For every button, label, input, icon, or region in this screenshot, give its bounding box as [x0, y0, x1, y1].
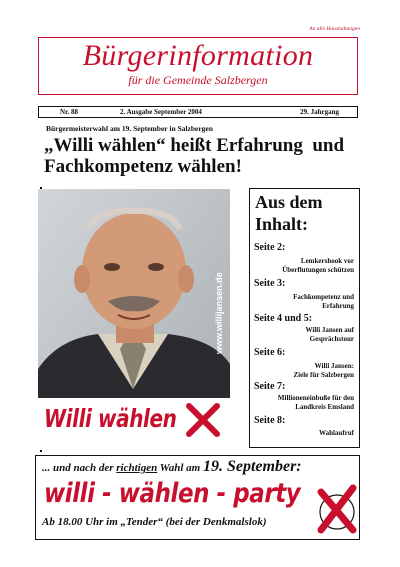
- election-date: 19. September:: [202, 458, 302, 475]
- toc-item-page: Seite 8:: [254, 415, 286, 426]
- toc-heading-line-1: Aus dem: [255, 192, 323, 212]
- headline-line-1: „Willi wählen“ heißt Erfahrung und: [44, 135, 345, 156]
- toc-item-desc: Millioneneinbuße für den Landkreis Emsland: [277, 394, 354, 411]
- newspaper-subtitle: für die Gemeinde Salzbergen: [128, 73, 268, 87]
- article-headline: [44, 135, 374, 177]
- distribution-note: An alle Haushaltungen: [309, 26, 360, 32]
- toc-item-desc: Fachkompetenz und Erfahrung: [293, 293, 354, 310]
- toc-item-desc: Willi Jansen: Ziele für Salzbergen: [293, 362, 354, 379]
- masthead: [38, 37, 358, 95]
- issue-bar: [38, 106, 358, 118]
- party-location: Ab 18.00 Uhr im „Tender“ (bei der Denkmalslok): [42, 516, 267, 528]
- ballot-cross-icon: [185, 402, 221, 438]
- issue-edition: 2. Ausgabe September 2004: [120, 108, 202, 116]
- toc-item-page: Seite 3:: [254, 278, 286, 289]
- party-title: willi - wählen - party: [44, 478, 301, 509]
- toc-item-desc: Wahlaufruf: [318, 429, 354, 437]
- newspaper-title: Bürgerinformation: [82, 39, 314, 72]
- toc-item-page: Seite 2:: [254, 242, 286, 253]
- toc-item-desc: Lemkershook vor Überflutungen schützen: [282, 257, 354, 274]
- web-address: [212, 189, 226, 359]
- issue-year: 29. Jahrgang: [300, 108, 339, 116]
- photo-caption-box: [38, 398, 230, 450]
- photo-caption: Willi wählen: [44, 404, 177, 433]
- toc-item-desc: Willi Jansen auf Gesprächstour: [305, 326, 354, 343]
- article-kicker: Bürgermeisterwahl am 19. September in Salzbergen: [46, 124, 213, 133]
- toc-item-page: Seite 7:: [254, 381, 286, 392]
- candidate-photo: [38, 189, 230, 450]
- announcement-line: ... und nach der richtigen Wahl am 19. September:: [42, 458, 302, 475]
- toc-heading-line-2: Inhalt:: [255, 214, 309, 234]
- toc-item-page: Seite 4 und 5:: [254, 313, 313, 324]
- ballot-cross-icon: [317, 484, 357, 534]
- issue-number: Nr. 88: [60, 108, 79, 116]
- toc-item-page: Seite 6:: [254, 347, 286, 358]
- toc-heading: [255, 191, 323, 235]
- svg-text:www.willijansen.de: www.willijansen.de: [214, 272, 224, 354]
- table-of-contents: [249, 188, 360, 448]
- party-announcement: [35, 455, 360, 540]
- headline-line-2: Fachkompetenz wählen!: [44, 156, 242, 177]
